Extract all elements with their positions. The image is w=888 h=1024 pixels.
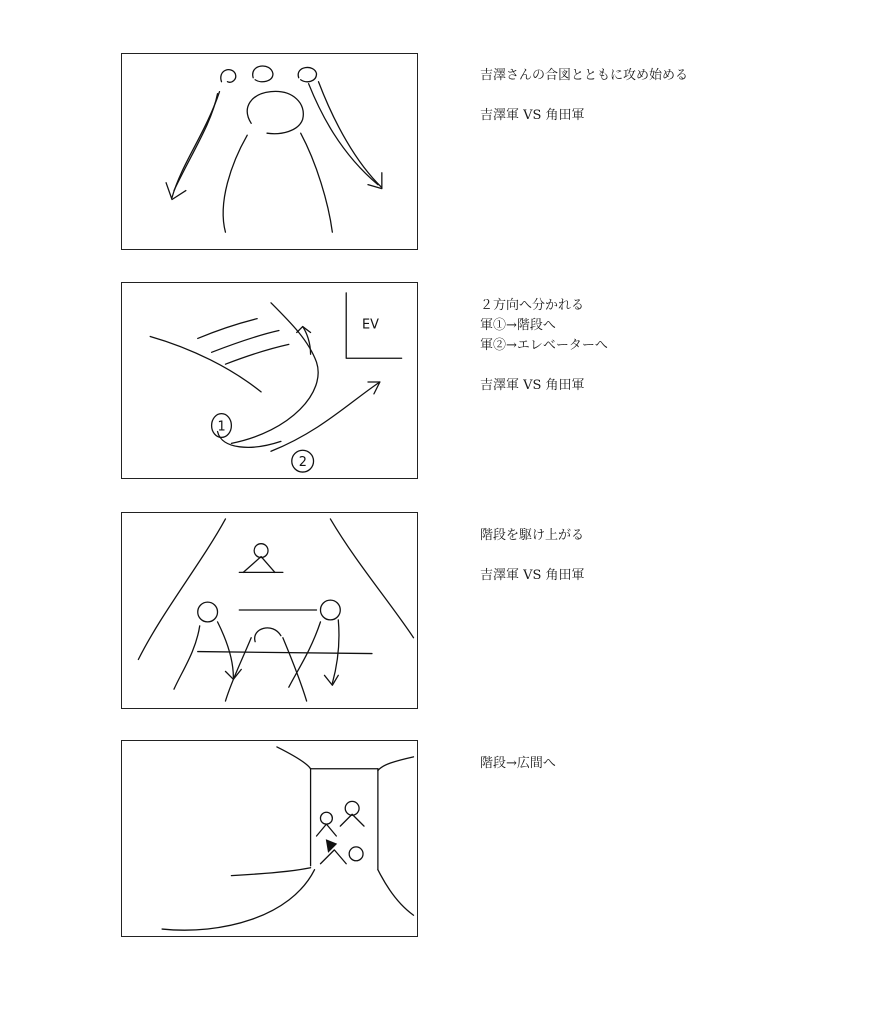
sketch-label-ev: EV xyxy=(362,317,379,333)
scene-notes-3 xyxy=(480,526,840,586)
sketch-charge xyxy=(122,54,417,249)
scene-1-caption: 吉澤軍 VS 角田軍 xyxy=(480,108,585,123)
sketch-split-routes xyxy=(122,283,417,478)
storyboard-panel-3 xyxy=(121,512,418,709)
storyboard-panel-2 xyxy=(121,282,418,479)
storyboard-panel-4 xyxy=(121,740,418,937)
scene-4-line-1: 階段→広間へ xyxy=(480,756,556,771)
scene-2-line-2: 軍①→階段へ xyxy=(480,318,556,333)
scene-notes-2 xyxy=(480,296,840,396)
sketch-label-route-1: 1 xyxy=(217,419,226,435)
scene-notes-1 xyxy=(480,66,840,126)
scene-2-line-1: ２方向へ分かれる xyxy=(480,298,585,313)
scene-3-line-1: 階段を駆け上がる xyxy=(480,528,585,543)
scene-notes-4 xyxy=(480,754,840,774)
sketch-to-hall xyxy=(122,741,417,936)
sketch-label-route-2: 2 xyxy=(298,455,307,471)
scene-2-caption: 吉澤軍 VS 角田軍 xyxy=(480,378,585,393)
storyboard-panel-1 xyxy=(121,53,418,250)
scene-2-line-3: 軍②→エレベーターへ xyxy=(480,338,608,353)
scene-1-line-1: 吉澤さんの合図とともに攻め始める xyxy=(480,68,689,83)
sketch-stairs xyxy=(122,513,417,708)
scene-3-caption: 吉澤軍 VS 角田軍 xyxy=(480,568,585,583)
